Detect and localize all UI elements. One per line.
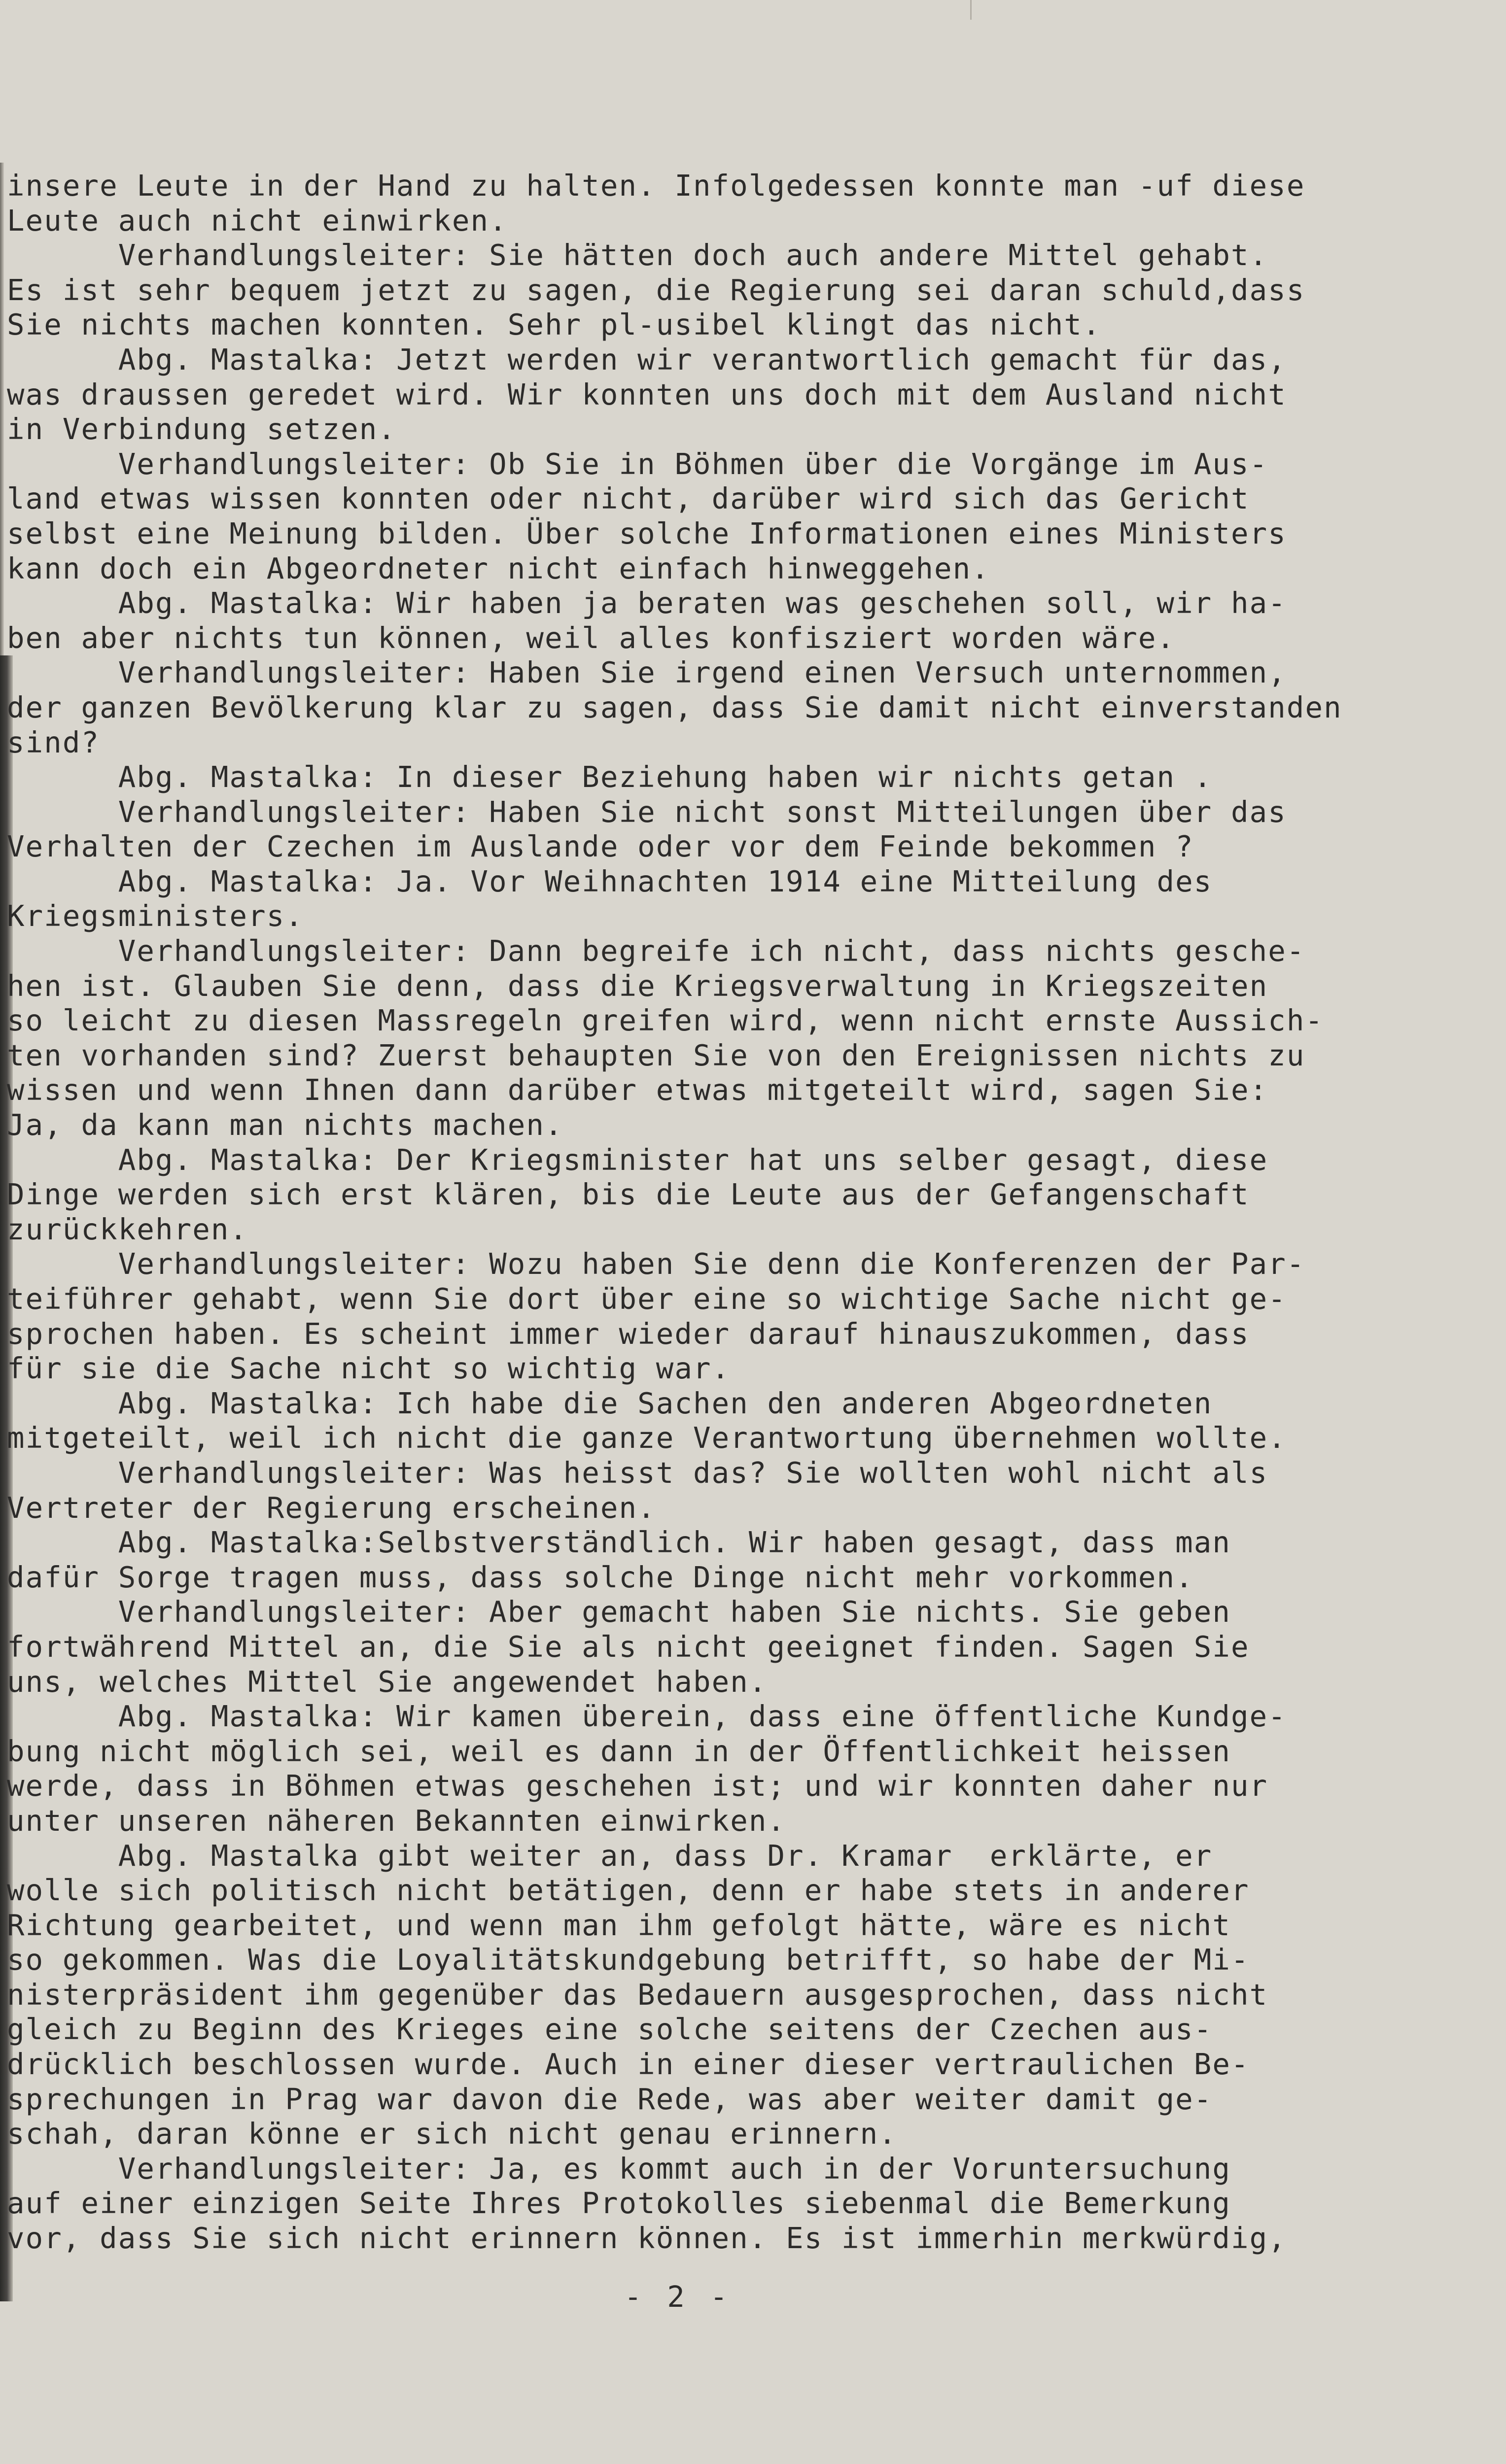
page-number: - 2 - xyxy=(624,2280,732,2314)
text-line: bung nicht möglich sei, weil es dann in der Öffentlichkeit heissen xyxy=(7,1734,1231,1768)
text-line: insere Leute in der Hand zu halten. Infolgedessen konnte man -uf diese xyxy=(7,169,1305,203)
text-line: Verhandlungsleiter: Sie hätten doch auch andere Mittel gehabt. xyxy=(7,238,1268,273)
text-line: wissen und wenn Ihnen dann darüber etwas mitgeteilt wird, sagen Sie: xyxy=(7,1073,1268,1107)
text-line: so leicht zu diesen Massregeln greifen wird, wenn nicht ernste Aussich- xyxy=(7,1003,1324,1038)
text-line: wolle sich politisch nicht betätigen, denn er habe stets in anderer xyxy=(7,1873,1250,1908)
text-line: zurückkehren. xyxy=(7,1212,248,1246)
text-line: ten vorhanden sind? Zuerst behaupten Sie von den Ereignissen nichts zu xyxy=(7,1038,1305,1072)
text-line: was draussen geredet wird. Wir konnten uns doch mit dem Ausland nicht xyxy=(7,377,1287,411)
text-line: der ganzen Bevölkerung klar zu sagen, dass Sie damit nicht einverstanden xyxy=(7,690,1342,724)
text-line: sprechungen in Prag war davon die Rede, was aber weiter damit ge- xyxy=(7,2082,1213,2116)
text-line: schah, daran könne er sich nicht genau erinnern. xyxy=(7,2117,897,2151)
text-line: auf einer einzigen Seite Ihres Protokolles siebenmal die Bemerkung xyxy=(7,2186,1231,2221)
text-line: Abg. Mastalka: Ich habe die Sachen den anderen Abgeordneten xyxy=(7,1386,1213,1420)
text-line: mitgeteilt, weil ich nicht die ganze Verantwortung übernehmen wollte. xyxy=(7,1421,1287,1455)
text-line: Abg. Mastalka: Jetzt werden wir verantwortlich gemacht für das, xyxy=(7,342,1287,376)
text-line: land etwas wissen konnten oder nicht, darüber wird sich das Gericht xyxy=(7,481,1250,516)
text-line: Abg. Mastalka: In dieser Beziehung haben wir nichts getan . xyxy=(7,760,1213,794)
text-line: unter unseren näheren Bekannten einwirken. xyxy=(7,1803,786,1838)
text-line: Vertreter der Regierung erscheinen. xyxy=(7,1490,656,1525)
text-line: Ja, da kann man nichts machen. xyxy=(7,1108,563,1142)
text-line: Verhandlungsleiter: Haben Sie irgend einen Versuch unternommen, xyxy=(7,655,1287,690)
text-line: werde, dass in Böhmen etwas geschehen ist; und wir konnten daher nur xyxy=(7,1769,1268,1803)
text-line: sind? xyxy=(7,725,100,759)
text-line: selbst eine Meinung bilden. Über solche Informationen eines Ministers xyxy=(7,516,1287,550)
text-line: für sie die Sache nicht so wichtig war. xyxy=(7,1351,731,1386)
text-line: gleich zu Beginn des Krieges eine solche seitens der Czechen aus- xyxy=(7,2012,1213,2047)
text-line: Abg. Mastalka:Selbstverständlich. Wir haben gesagt, dass man xyxy=(7,1525,1231,1560)
text-line: Abg. Mastalka: Wir haben ja beraten was geschehen soll, wir ha- xyxy=(7,586,1287,620)
text-line: Richtung gearbeitet, und wenn man ihm gefolgt hätte, wäre es nicht xyxy=(7,1908,1231,1942)
text-line: Verhandlungsleiter: Was heisst das? Sie wollten wohl nicht als xyxy=(7,1455,1268,1490)
text-line: Verhandlungsleiter: Ob Sie in Böhmen über die Vorgänge im Aus- xyxy=(7,446,1268,481)
text-line: fortwährend Mittel an, die Sie als nicht geeignet finden. Sagen Sie xyxy=(7,1629,1250,1664)
text-line: in Verbindung setzen. xyxy=(7,412,397,446)
text-line: hen ist. Glauben Sie denn, dass die Kriegsverwaltung in Kriegszeiten xyxy=(7,968,1268,1003)
text-line: ben aber nichts tun können, weil alles konfisziert worden wäre. xyxy=(7,620,1176,655)
binding-shadow-upper xyxy=(0,163,4,655)
paper-fold-mark xyxy=(970,0,972,20)
text-line: uns, welches Mittel Sie angewendet haben. xyxy=(7,1664,768,1699)
text-line: so gekommen. Was die Loyalitätskundgebung betrifft, so habe der Mi- xyxy=(7,1943,1250,1977)
text-line: kann doch ein Abgeordneter nicht einfach hinweggehen. xyxy=(7,551,990,585)
text-line: Verhalten der Czechen im Auslande oder vor dem Feinde bekommen ? xyxy=(7,829,1194,864)
text-line: dafür Sorge tragen muss, dass solche Dinge nicht mehr vorkommen. xyxy=(7,1560,1194,1594)
text-line: nisterpräsident ihm gegenüber das Bedauern ausgesprochen, dass nicht xyxy=(7,1977,1268,2012)
text-line: teiführer gehabt, wenn Sie dort über eine so wichtige Sache nicht ge- xyxy=(7,1282,1287,1316)
text-line: Dinge werden sich erst klären, bis die Leute aus der Gefangenschaft xyxy=(7,1177,1250,1212)
text-line: sprochen haben. Es scheint immer wieder darauf hinauszukommen, dass xyxy=(7,1316,1250,1351)
text-line: Verhandlungsleiter: Wozu haben Sie denn die Konferenzen der Par- xyxy=(7,1247,1305,1281)
text-line: vor, dass Sie sich nicht erinnern können. Es ist immerhin merkwürdig, xyxy=(7,2221,1287,2256)
text-line: Abg. Mastalka: Ja. Vor Weihnachten 1914 eine Mitteilung des xyxy=(7,864,1213,898)
text-line: Verhandlungsleiter: Aber gemacht haben Sie nichts. Sie geben xyxy=(7,1595,1231,1629)
text-line: Abg. Mastalka: Wir kamen überein, dass eine öffentliche Kundge- xyxy=(7,1699,1287,1734)
text-line: Verhandlungsleiter: Haben Sie nicht sonst Mitteilungen über das xyxy=(7,794,1287,829)
transcript-body xyxy=(7,169,1466,2256)
text-line: Es ist sehr bequem jetzt zu sagen, die Regierung sei daran schuld,dass xyxy=(7,273,1305,307)
text-line: Abg. Mastalka gibt weiter an, dass Dr. Kramar erklärte, er xyxy=(7,1838,1213,1873)
text-line: Verhandlungsleiter: Ja, es kommt auch in der Voruntersuchung xyxy=(7,2151,1231,2186)
text-line: Abg. Mastalka: Der Kriegsminister hat uns selber gesagt, diese xyxy=(7,1142,1268,1177)
text-line: Kriegsministers. xyxy=(7,899,304,933)
text-line: Verhandlungsleiter: Dann begreife ich nicht, dass nichts gesche- xyxy=(7,934,1305,968)
text-line: Sie nichts machen konnten. Sehr pl-usibel klingt das nicht. xyxy=(7,308,1101,342)
text-line: drücklich beschlossen wurde. Auch in einer dieser vertraulichen Be- xyxy=(7,2047,1250,2082)
text-line: Leute auch nicht einwirken. xyxy=(7,203,508,238)
